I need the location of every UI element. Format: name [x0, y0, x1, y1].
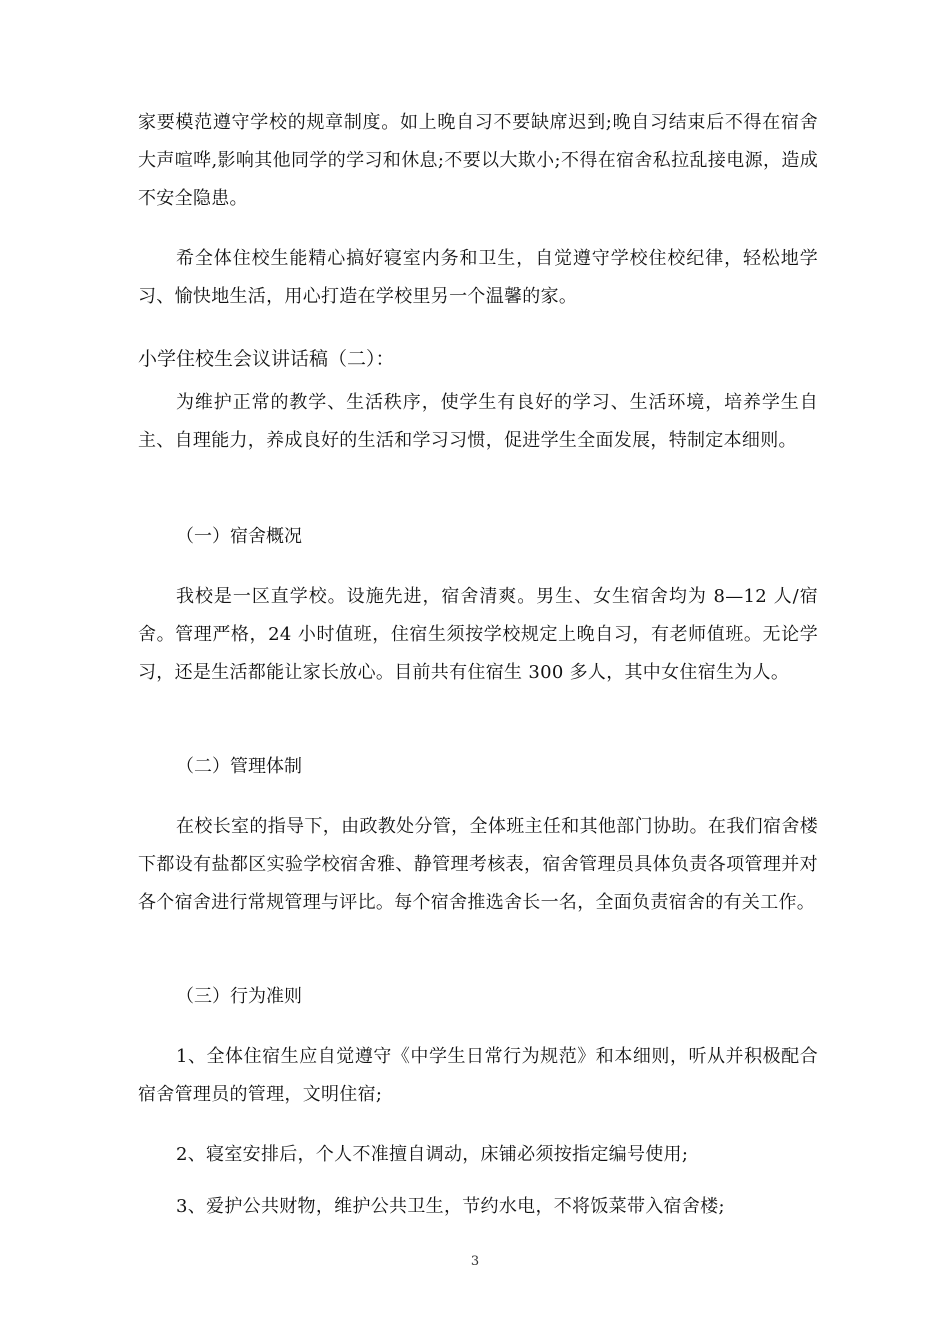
- page-number: 3: [470, 1254, 480, 1269]
- paragraph-rules-continuation: 家要模范遵守学校的规章制度。如上晚自习不要缺席迟到;晚自习结束后不得在宿舍大声喧哗,影响其他同学的学习和休息;不要以大欺小;不得在宿舍私拉乱接电源，造成不安全隐患。: [138, 112, 818, 209]
- section-heading: 小学住校生会议讲话稿（二）：: [138, 348, 395, 370]
- paragraph-purpose: 为维护正常的教学、生活秩序，使学生有良好的学习、生活环境，培养学生自主、自理能力，养成良好的生活和学习习惯，促进学生全面发展，特制定本细则。: [138, 392, 818, 451]
- subheading-dormitory-overview: （一）宿舍概况: [176, 526, 302, 547]
- rule-item-3: 3、爱护公共财物，维护公共卫生，节约水电，不将饭菜带入宿舍楼;: [176, 1196, 725, 1217]
- subheading-management-system: （二）管理体制: [176, 756, 302, 777]
- paragraph-hope: 希全体住校生能精心搞好寝室内务和卫生，自觉遵守学校住校纪律，轻松地学习、愉快地生活，用心打造在学校里另一个温馨的家。: [138, 248, 818, 307]
- subheading-code-of-conduct: （三）行为准则: [176, 986, 302, 1007]
- paragraph-dormitory-overview: 我校是一区直学校。设施先进，宿舍清爽。男生、女生宿舍均为 8—12 人/宿舍。管理严格，24 小时值班，住宿生须按学校规定上晚自习，有老师值班。无论学习，还是生活都能让家长放心。目前共有住宿生 300 多人，其中女住宿生为人。: [138, 586, 818, 683]
- rule-item-2: 2、寝室安排后，个人不准擅自调动，床铺必须按指定编号使用;: [176, 1144, 689, 1165]
- rule-item-1: 1、全体住宿生应自觉遵守《中学生日常行为规范》和本细则，听从并积极配合宿舍管理员的管理，文明住宿;: [138, 1046, 818, 1105]
- paragraph-management-system: 在校长室的指导下，由政教处分管，全体班主任和其他部门协助。在我们宿舍楼下都设有盐都区实验学校宿舍雅、静管理考核表，宿舍管理员具体负责各项管理并对各个宿舍进行常规管理与评比。每个宿舍推选舍长一名，全面负责宿舍的有关工作。: [138, 816, 818, 913]
